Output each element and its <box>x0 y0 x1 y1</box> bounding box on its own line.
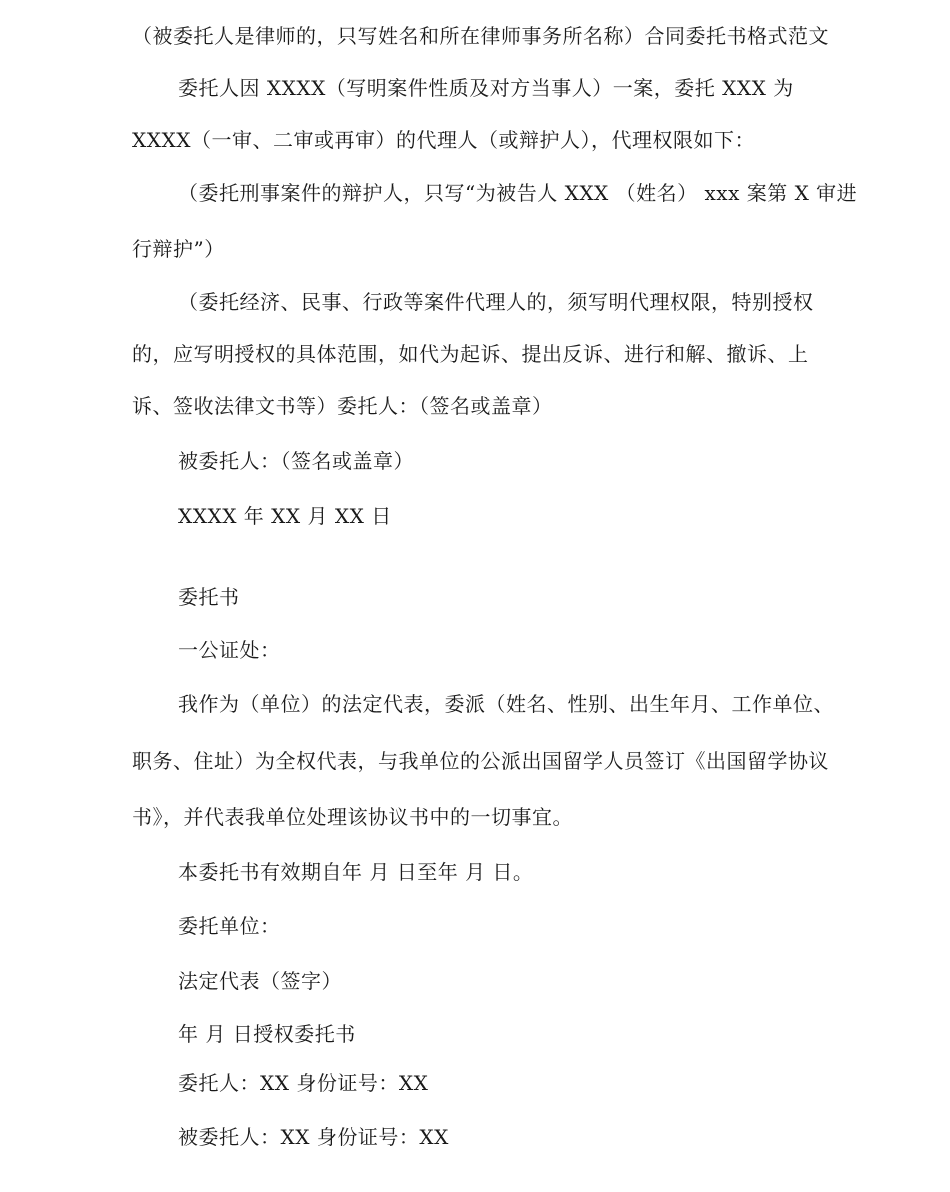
doc-line-21: 被委托人：XX 身份证号：XX <box>178 1125 449 1149</box>
doc-line-7: 的，应写明授权的具体范围，如代为起诉、提出反诉、进行和解、撤诉、上 <box>132 342 809 366</box>
doc-line-5: 行辩护”） <box>132 237 225 261</box>
doc-line-3: XXXX（一审、二审或再审）的代理人（或辩护人），代理权限如下： <box>132 128 755 152</box>
doc-line-16: 本委托书有效期自年 月 日至年 月 日。 <box>178 860 534 884</box>
doc-line-14: 职务、住址）为全权代表，与我单位的公派出国留学人员签订《出国留学协议 <box>132 749 829 773</box>
doc-line-10: XXXX 年 XX 月 XX 日 <box>178 504 392 528</box>
doc-line-1: （被委托人是律师的，只写姓名和所在律师事务所名称）合同委托书格式范文 <box>132 24 829 48</box>
doc-line-8: 诉、签收法律文书等）委托人：（签名或盖章） <box>132 394 553 418</box>
doc-line-19: 年 月 日授权委托书 <box>178 1022 356 1046</box>
doc-line-15: 书》，并代表我单位处理该协议书中的一切事宜。 <box>132 805 573 829</box>
doc-line-6: （委托经济、民事、行政等案件代理人的，须写明代理权限，特别授权 <box>178 290 814 314</box>
doc-line-4: （委托刑事案件的辩护人，只写“为被告人 XXX （姓名） xxx 案第 X 审进 <box>178 181 858 205</box>
doc-line-13: 我作为（单位）的法定代表，委派（姓名、性别、出生年月、工作单位、 <box>178 692 834 716</box>
doc-line-20: 委托人：XX 身份证号：XX <box>178 1071 429 1095</box>
doc-line-9: 被委托人：（签名或盖章） <box>178 449 414 473</box>
doc-line-11: 委托书 <box>178 585 240 609</box>
doc-line-18: 法定代表（签字） <box>178 969 342 993</box>
doc-line-2: 委托人因 XXXX（写明案件性质及对方当事人）一案，委托 XXX 为 <box>178 76 794 100</box>
doc-line-17: 委托单位： <box>178 914 281 938</box>
doc-line-12: 一公证处： <box>178 638 281 662</box>
